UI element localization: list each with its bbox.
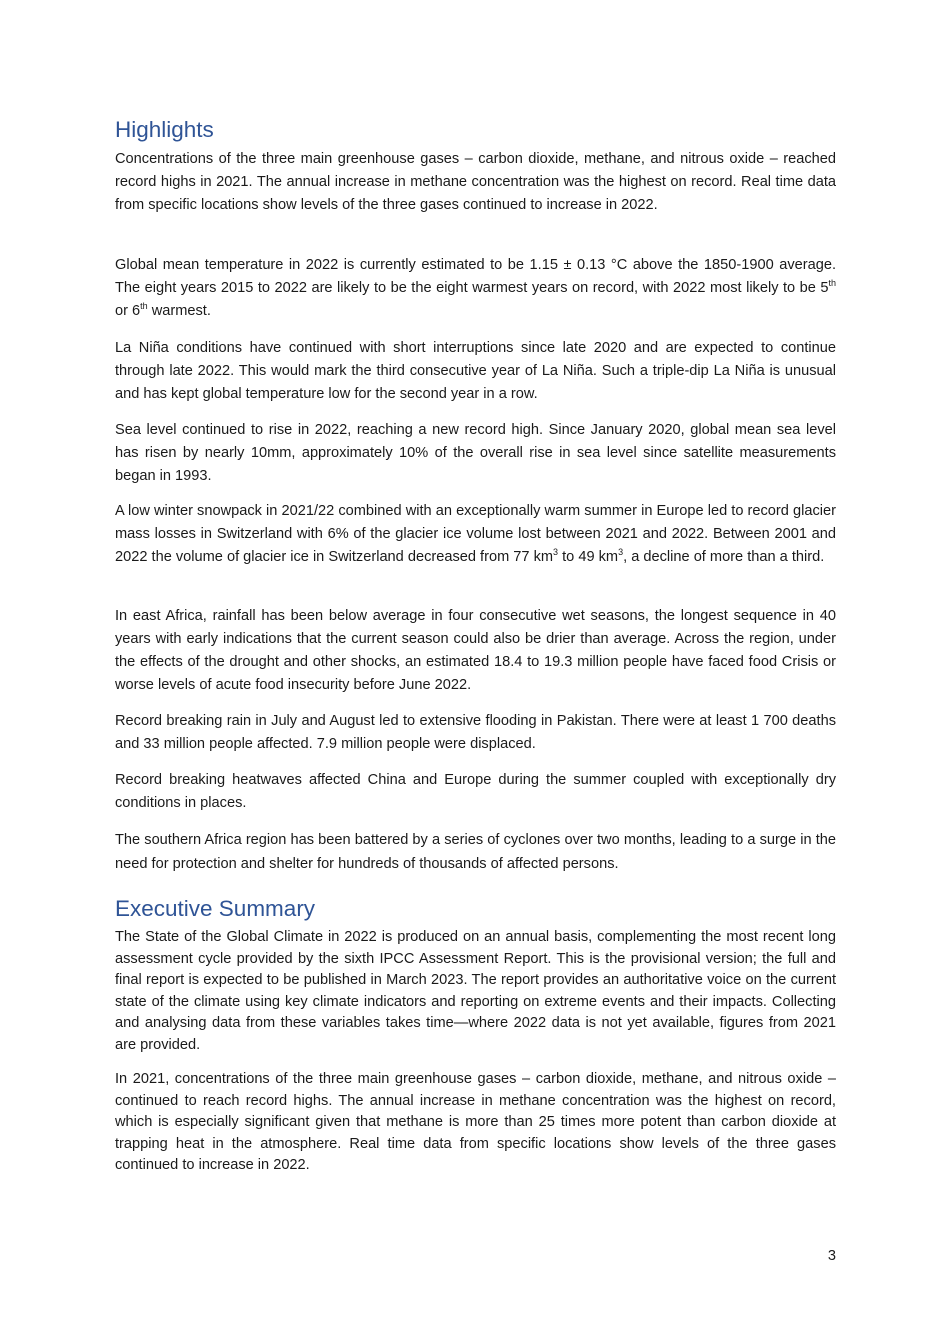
highlights-paragraph-6: In east Africa, rainfall has been below average in four consecutive wet seasons, the longest sequence in 40 years with early indications that the current season could also be drier than average. Across the region, under the effects of the drought and other shocks, an estimated 18.4 to 19.3 million people have faced food Crisis or worse levels of acute food insecurity before June 2022. (115, 608, 836, 693)
highlights-paragraph-1: Concentrations of the three main greenhouse gases – carbon dioxide, methane, and nitrous oxide – reached record highs in 2021. The annual increase in methane concentration was the highest on record. Real time data from specific locations show levels of the three gases continued to increase in 2022. (115, 151, 836, 213)
page-number: 3 (827, 1248, 836, 1264)
highlights-paragraph-2: Global mean temperature in 2022 is currently estimated to be 1.15 ± 0.13 °C above the 1850-1900 average. The eight years 2015 to 2022 are likely to be the eight warmest years on record, with 2022 most likely to be 5th or 6th warmest. (115, 257, 836, 319)
executive-summary-heading: Executive Summary (115, 896, 316, 921)
highlights-paragraph-4: Sea level continued to rise in 2022, reaching a new record high. Since January 2020, global mean sea level has risen by nearly 10mm, approximately 10% of the overall rise in sea level since satellite measurements began in 1993. (115, 422, 836, 484)
executive-summary-paragraph-2: In 2021, concentrations of the three main greenhouse gases – carbon dioxide, methane, and nitrous oxide – continued to reach record highs. The annual increase in methane concentration was the highest on record, which is especially significant given that methane is more than 25 times more potent than carbon dioxide at trapping heat in the atmosphere. Real time data from specific locations show levels of the three gases continued to increase in 2022. (115, 1071, 836, 1173)
highlights-paragraph-8: Record breaking heatwaves affected China and Europe during the summer coupled with exceptionally dry conditions in places. (115, 772, 836, 811)
highlights-paragraph-3: La Niña conditions have continued with short interruptions since late 2020 and are expected to continue through late 2022. This would mark the third consecutive year of La Niña. Such a triple-dip La Niña is unusual and has kept global temperature low for the second year in a row. (115, 340, 836, 402)
highlights-heading: Highlights (115, 117, 214, 142)
highlights-paragraph-9: The southern Africa region has been battered by a series of cyclones over two months, leading to a surge in the need for protection and shelter for hundreds of thousands of affected persons. (115, 832, 836, 872)
highlights-paragraph-5: A low winter snowpack in 2021/22 combined with an exceptionally warm summer in Europe led to record glacier mass losses in Switzerland with 6% of the glacier ice volume lost between 2021 and 2022. Between 2001 and 2022 the volume of glacier ice in Switzerland decreased from 77 $km^3$ to 49 $km^3$, a decline of more than a third. (115, 503, 836, 565)
executive-summary-paragraph-1: The State of the Global Climate in 2022 is produced on an annual basis, complementing the most recent long assessment cycle provided by the sixth IPCC Assessment Report. This is the provisional version; the full and final report is expected to be published in March 2023. The report provides an authoritative voice on the current state of the climate using key climate indicators and reporting on extreme events and their impacts. Collecting and analysing data from these variables takes time—where 2022 data is not yet available, figures from 2021 are provided. (115, 929, 836, 1053)
highlights-paragraph-7: Record breaking rain in July and August led to extensive flooding in Pakistan. There were at least 1 700 deaths and 33 million people affected. 7.9 million people were displaced. (115, 713, 836, 752)
